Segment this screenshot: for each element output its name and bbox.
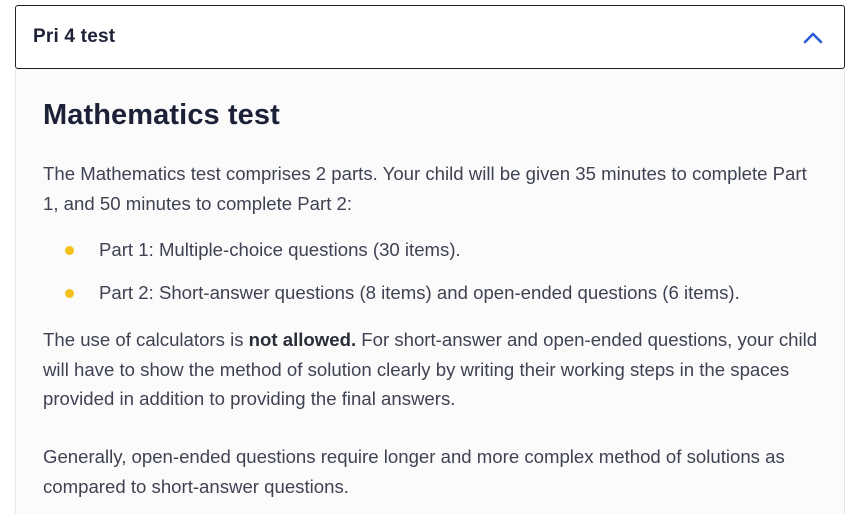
intro-paragraph: The Mathematics test comprises 2 parts. Your child will be given 35 minutes to complete Part 1, and 50 minutes to complete Part 2: [43, 163, 807, 214]
section-heading: Mathematics test [43, 99, 280, 131]
list-item [43, 278, 823, 321]
general-paragraph: Generally, open-ended questions require longer and more complex method of solutions as compared to short-answer questions. [43, 446, 785, 497]
accordion-panel [15, 69, 845, 514]
list-item [43, 235, 823, 278]
parts-list [43, 235, 823, 321]
bullet-dot-icon [65, 246, 74, 255]
calculator-paragraph [43, 325, 818, 414]
list-item-text: Part 1: Multiple-choice questions (30 items). [99, 239, 461, 260]
list-item-text: Part 2: Short-answer questions (8 items) and open-ended questions (6 items). [99, 282, 740, 303]
calc-text-bold: not allowed. [248, 329, 357, 350]
accordion-header-pri4-test[interactable] [15, 5, 845, 69]
calc-text-before: The use of calculators is [43, 329, 249, 350]
bullet-dot-icon [65, 289, 74, 298]
calc-text-after: For short-answer and open-ended questions, your child will have to show the method of solution clearly by writing their working steps in the spaces provided in addition to providing the final answers. [43, 329, 818, 409]
accordion-title: Pri 4 test [33, 26, 116, 47]
chevron-up-icon[interactable] [802, 27, 824, 49]
